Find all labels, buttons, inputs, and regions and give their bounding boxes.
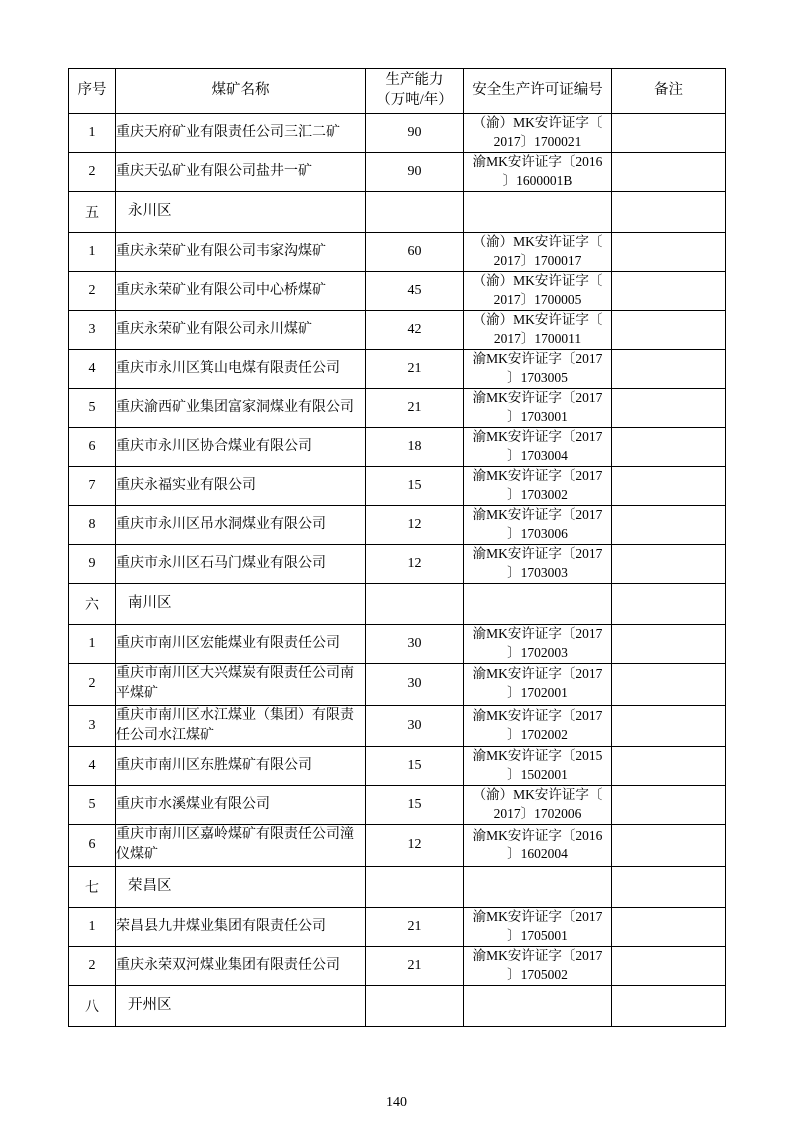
cell-license-number xyxy=(464,233,612,272)
cell-sequence: 5 xyxy=(69,389,116,428)
cell-capacity: 12 xyxy=(366,545,464,584)
cell-capacity: 45 xyxy=(366,272,464,311)
cell-mine-name: 荣昌县九井煤业集团有限责任公司 xyxy=(116,907,366,946)
table-row xyxy=(69,946,726,985)
cell-capacity: 12 xyxy=(366,825,464,867)
table-row xyxy=(69,625,726,664)
cell-sequence: 4 xyxy=(69,350,116,389)
cell-note xyxy=(612,389,726,428)
cell-mine-name: 重庆市永川区箕山电煤有限责任公司 xyxy=(116,350,366,389)
license-line-2: 〕1702002 xyxy=(507,726,568,742)
license-line-1: 渝MK安许证字〔2017 xyxy=(472,351,603,367)
cell-capacity: 18 xyxy=(366,428,464,467)
table-row xyxy=(69,506,726,545)
table-row xyxy=(69,747,726,786)
cell-sequence: 9 xyxy=(69,545,116,584)
cell-sequence: 1 xyxy=(69,625,116,664)
cell-sequence: 6 xyxy=(69,825,116,867)
cell-mine-name: 重庆市南川区嘉岭煤矿有限责任公司潼仪煤矿 xyxy=(116,825,366,867)
cell-capacity: 42 xyxy=(366,311,464,350)
license-line-1: 渝MK安许证字〔2016 xyxy=(472,827,603,843)
cell-note xyxy=(612,584,726,625)
license-line-1: （渝）MK安许证字〔 xyxy=(472,312,603,328)
license-line-1: 渝MK安许证字〔2017 xyxy=(472,708,603,723)
table-row xyxy=(69,786,726,825)
license-line-1: （渝）MK安许证字〔 xyxy=(472,115,603,131)
table-row xyxy=(69,114,726,153)
cell-license-number xyxy=(464,985,612,1026)
cell-mine-name: 重庆市永川区吊水洞煤业有限公司 xyxy=(116,506,366,545)
cell-sequence: 六 xyxy=(69,584,116,625)
license-line-1: 渝MK安许证字〔2017 xyxy=(472,390,603,406)
cell-license-number xyxy=(464,946,612,985)
license-line-1: 渝MK安许证字〔2017 xyxy=(472,666,603,682)
cell-capacity: 90 xyxy=(366,153,464,192)
cell-license-number xyxy=(464,389,612,428)
cell-note xyxy=(612,747,726,786)
cell-note xyxy=(612,506,726,545)
license-line-2: 〕1702001 xyxy=(507,685,568,701)
license-line-2: 2017〕1700021 xyxy=(493,134,582,149)
cell-note xyxy=(612,350,726,389)
cell-note xyxy=(612,545,726,584)
cell-note xyxy=(612,625,726,664)
cell-sequence: 五 xyxy=(69,192,116,233)
table-row xyxy=(69,311,726,350)
license-line-1: 渝MK安许证字〔2017 xyxy=(472,429,603,445)
cell-note xyxy=(612,153,726,192)
cell-license-number xyxy=(464,705,612,747)
cell-license-number xyxy=(464,625,612,664)
cell-note xyxy=(612,311,726,350)
table-row xyxy=(69,825,726,867)
license-line-1: 渝MK安许证字〔2017 xyxy=(472,626,603,642)
table-section-row xyxy=(69,985,726,1026)
cell-region-name: 永川区 xyxy=(116,192,366,233)
cell-capacity: 30 xyxy=(366,625,464,664)
cell-capacity: 60 xyxy=(366,233,464,272)
license-line-1: 渝MK安许证字〔2017 xyxy=(472,947,603,963)
license-line-2: 2017〕1702006 xyxy=(493,806,582,822)
cell-capacity: 15 xyxy=(366,467,464,506)
table-row xyxy=(69,153,726,192)
cell-mine-name: 重庆市永川区协合煤业有限公司 xyxy=(116,428,366,467)
cell-capacity: 30 xyxy=(366,705,464,747)
cell-capacity: 12 xyxy=(366,506,464,545)
cell-capacity xyxy=(366,192,464,233)
cell-note xyxy=(612,825,726,867)
cell-license-number xyxy=(464,664,612,706)
cell-note xyxy=(612,664,726,706)
table-row xyxy=(69,233,726,272)
license-line-1: （渝）MK安许证字〔 xyxy=(472,273,603,289)
cell-mine-name: 重庆永福实业有限公司 xyxy=(116,467,366,506)
license-line-1: （渝）MK安许证字〔 xyxy=(472,234,603,250)
cell-note xyxy=(612,866,726,907)
cell-note xyxy=(612,786,726,825)
table-row xyxy=(69,664,726,706)
page-number: 140 xyxy=(386,1095,407,1110)
table-row xyxy=(69,389,726,428)
license-line-1: 渝MK安许证字〔2017 xyxy=(472,546,603,562)
license-line-2: 〕1703003 xyxy=(507,565,568,580)
table-row xyxy=(69,272,726,311)
license-line-2: 〕1502001 xyxy=(507,767,568,783)
cell-license-number xyxy=(464,907,612,946)
cell-note xyxy=(612,114,726,153)
table-header-row xyxy=(69,69,726,114)
license-line-2: 2017〕1700005 xyxy=(493,292,582,307)
license-line-2: 2017〕1700017 xyxy=(493,253,582,268)
cell-capacity: 30 xyxy=(366,664,464,706)
cell-mine-name: 重庆市永川区石马门煤业有限公司 xyxy=(116,545,366,584)
cell-license-number xyxy=(464,786,612,825)
column-header-capacity xyxy=(366,69,464,114)
cell-license-number xyxy=(464,747,612,786)
cell-sequence: 5 xyxy=(69,786,116,825)
cell-sequence: 七 xyxy=(69,866,116,907)
cell-sequence: 1 xyxy=(69,233,116,272)
table-row xyxy=(69,907,726,946)
license-line-1: 渝MK安许证字〔2015 xyxy=(472,748,603,764)
cell-license-number xyxy=(464,584,612,625)
cell-sequence: 7 xyxy=(69,467,116,506)
cell-note xyxy=(612,233,726,272)
cell-license-number xyxy=(464,825,612,867)
license-line-2: 〕1703004 xyxy=(507,448,568,463)
license-line-2: 〕1705001 xyxy=(507,927,568,943)
table-section-row xyxy=(69,866,726,907)
license-line-2: 〕1703001 xyxy=(507,409,568,424)
cell-mine-name: 重庆市南川区水江煤业（集团）有限责任公司水江煤矿 xyxy=(116,705,366,747)
cell-mine-name: 重庆市水溪煤业有限公司 xyxy=(116,786,366,825)
cell-mine-name: 重庆市南川区宏能煤业有限责任公司 xyxy=(116,625,366,664)
cell-sequence: 2 xyxy=(69,153,116,192)
table-row xyxy=(69,705,726,747)
cell-license-number xyxy=(464,272,612,311)
cell-capacity: 21 xyxy=(366,946,464,985)
cell-capacity xyxy=(366,584,464,625)
cell-capacity: 90 xyxy=(366,114,464,153)
license-line-2: 〕1703005 xyxy=(507,370,568,385)
cell-note xyxy=(612,467,726,506)
cell-mine-name: 重庆永荣矿业有限公司永川煤矿 xyxy=(116,311,366,350)
cell-sequence: 3 xyxy=(69,311,116,350)
cell-region-name: 荣昌区 xyxy=(116,866,366,907)
cell-mine-name: 重庆天府矿业有限责任公司三汇二矿 xyxy=(116,114,366,153)
column-header-license: 安全生产许可证编号 xyxy=(464,69,612,114)
cell-mine-name: 重庆市南川区东胜煤矿有限公司 xyxy=(116,747,366,786)
cell-license-number xyxy=(464,506,612,545)
cell-note xyxy=(612,192,726,233)
license-line-1: 渝MK安许证字〔2016 xyxy=(472,154,603,170)
cell-capacity: 21 xyxy=(366,350,464,389)
cell-note xyxy=(612,946,726,985)
cell-capacity xyxy=(366,985,464,1026)
table-body xyxy=(69,114,726,1027)
column-header-name: 煤矿名称 xyxy=(116,69,366,114)
cell-license-number xyxy=(464,153,612,192)
cell-mine-name: 重庆永荣双河煤业集团有限责任公司 xyxy=(116,946,366,985)
table-row xyxy=(69,467,726,506)
cell-mine-name: 重庆永荣矿业有限公司韦家沟煤矿 xyxy=(116,233,366,272)
cell-note xyxy=(612,272,726,311)
cell-note xyxy=(612,428,726,467)
cell-license-number xyxy=(464,114,612,153)
cell-license-number xyxy=(464,350,612,389)
license-line-1: （渝）MK安许证字〔 xyxy=(472,787,603,803)
table-row xyxy=(69,350,726,389)
table-row xyxy=(69,428,726,467)
cell-capacity: 21 xyxy=(366,389,464,428)
license-line-2: 〕1602004 xyxy=(507,846,568,862)
license-line-1: 渝MK安许证字〔2017 xyxy=(472,507,603,523)
cell-sequence: 2 xyxy=(69,272,116,311)
cell-mine-name: 重庆永荣矿业有限公司中心桥煤矿 xyxy=(116,272,366,311)
license-line-2: 〕1705002 xyxy=(507,966,568,982)
cell-note xyxy=(612,907,726,946)
cell-license-number xyxy=(464,192,612,233)
cell-note xyxy=(612,985,726,1026)
cell-capacity: 15 xyxy=(366,786,464,825)
cell-sequence: 4 xyxy=(69,747,116,786)
table-header xyxy=(69,69,726,114)
cell-sequence: 八 xyxy=(69,985,116,1026)
cell-sequence: 2 xyxy=(69,946,116,985)
column-header-seq: 序号 xyxy=(69,69,116,114)
license-line-2: 〕1600001B xyxy=(502,173,573,188)
table-section-row xyxy=(69,192,726,233)
license-line-2: 2017〕1700011 xyxy=(493,331,582,346)
table-row xyxy=(69,545,726,584)
cell-sequence: 1 xyxy=(69,114,116,153)
cell-sequence: 8 xyxy=(69,506,116,545)
cell-license-number xyxy=(464,428,612,467)
cell-license-number xyxy=(464,467,612,506)
cell-region-name: 南川区 xyxy=(116,584,366,625)
cell-sequence: 1 xyxy=(69,907,116,946)
cell-mine-name: 重庆市南川区大兴煤炭有限责任公司南平煤矿 xyxy=(116,664,366,706)
column-header-capacity-line1: 生产能力 xyxy=(385,72,444,89)
license-line-1: 渝MK安许证字〔2017 xyxy=(472,468,603,484)
license-line-2: 〕1703002 xyxy=(507,487,568,502)
column-header-note: 备注 xyxy=(612,69,726,114)
cell-license-number xyxy=(464,311,612,350)
cell-sequence: 3 xyxy=(69,705,116,747)
cell-capacity: 21 xyxy=(366,907,464,946)
table-section-row xyxy=(69,584,726,625)
cell-mine-name: 重庆天弘矿业有限公司盐井一矿 xyxy=(116,153,366,192)
column-header-capacity-line2: （万吨/年） xyxy=(376,92,453,108)
cell-region-name: 开州区 xyxy=(116,985,366,1026)
cell-license-number xyxy=(464,545,612,584)
license-line-2: 〕1703006 xyxy=(507,526,568,541)
cell-sequence: 6 xyxy=(69,428,116,467)
cell-sequence: 2 xyxy=(69,664,116,706)
license-line-1: 渝MK安许证字〔2017 xyxy=(472,908,603,924)
cell-capacity: 15 xyxy=(366,747,464,786)
cell-license-number xyxy=(464,866,612,907)
cell-mine-name: 重庆渝西矿业集团富家洞煤业有限公司 xyxy=(116,389,366,428)
license-line-2: 〕1702003 xyxy=(507,645,568,660)
coal-mine-table-container xyxy=(68,68,725,1027)
cell-note xyxy=(612,705,726,747)
cell-capacity xyxy=(366,866,464,907)
coal-mine-table xyxy=(68,68,726,1027)
